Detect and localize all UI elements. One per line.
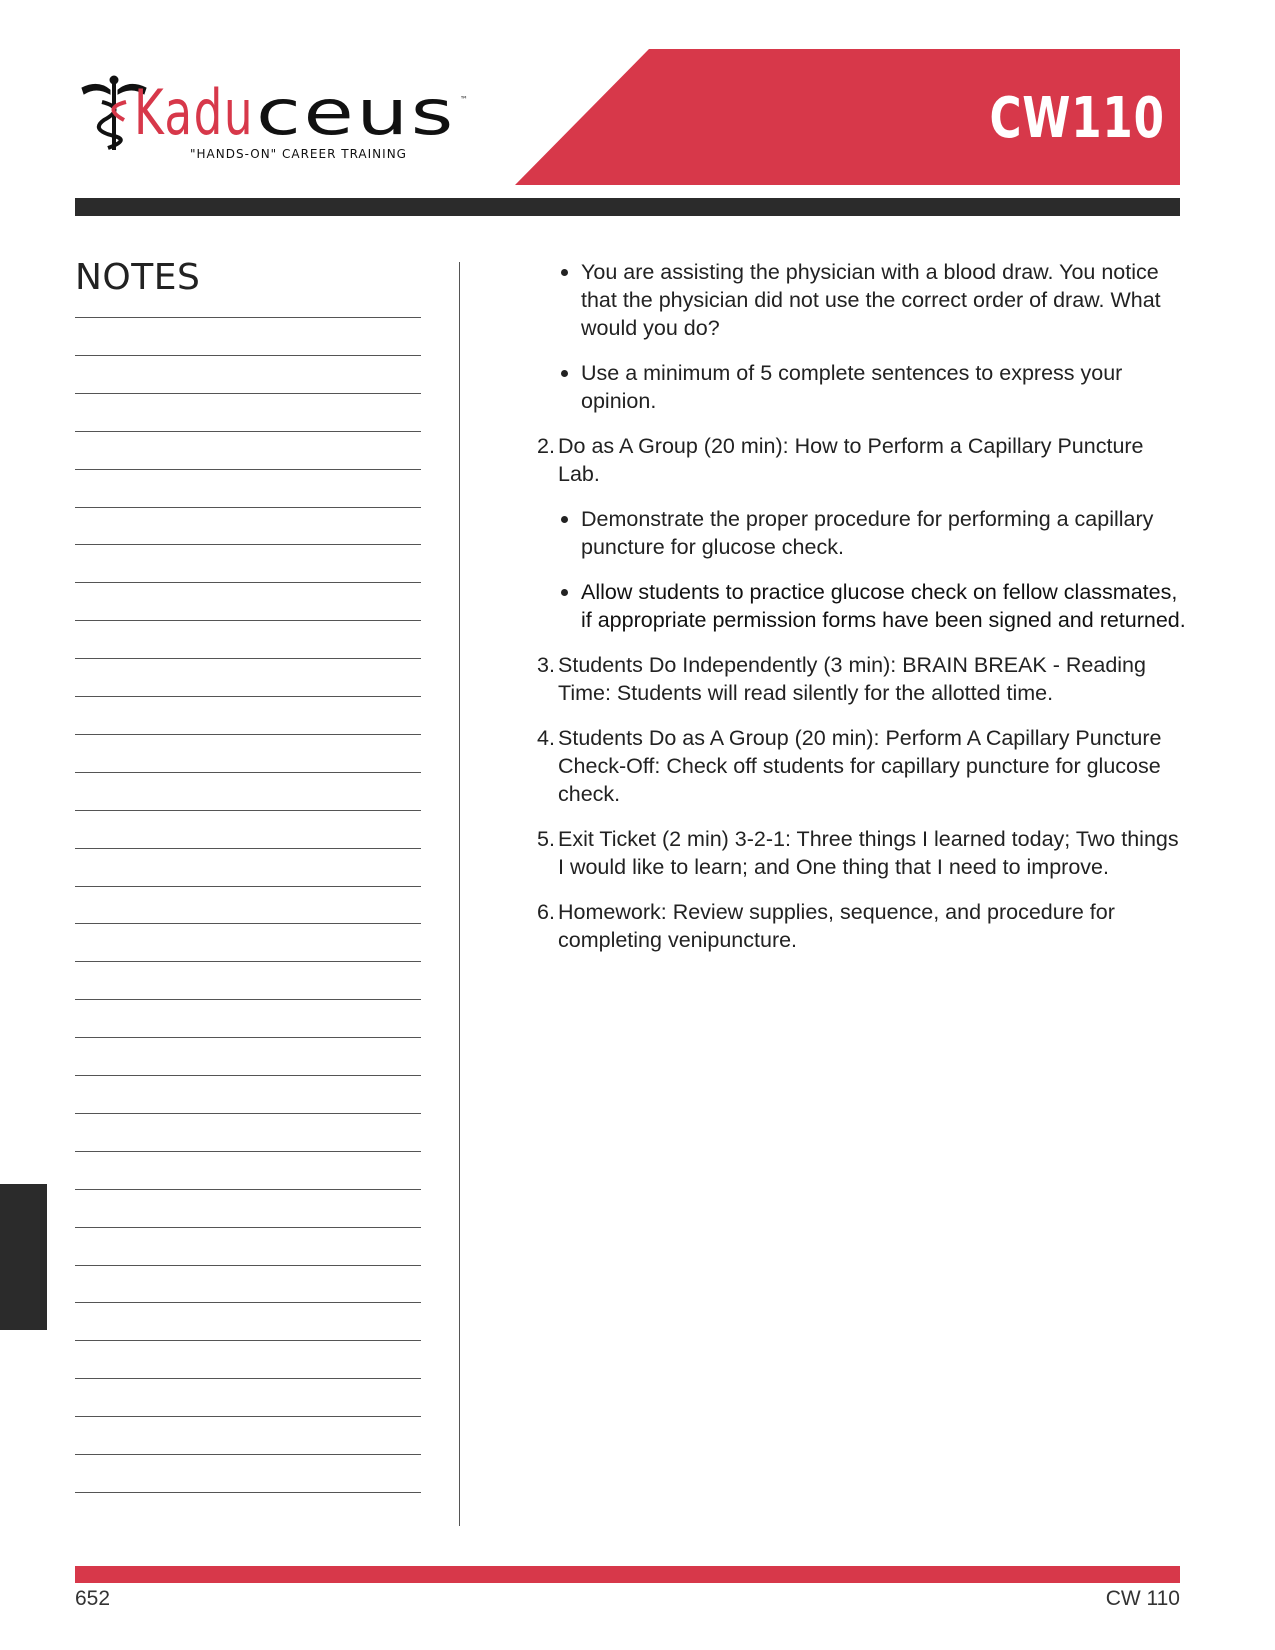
- note-line: [75, 961, 421, 962]
- note-line: [75, 658, 421, 659]
- note-line: [75, 620, 421, 621]
- side-tab: [0, 1184, 47, 1330]
- numbered-item-6: [537, 898, 1187, 954]
- note-line: [75, 393, 421, 394]
- lesson-content: [537, 258, 1187, 971]
- note-line: [75, 1302, 421, 1303]
- item-text: Students Do as A Group (20 min): Perform A Capillary Puncture Check-Off: Check off students for capillary puncture for glucose check.: [558, 726, 1162, 806]
- item-text: Homework: Review supplies, sequence, and procedure for completing venipuncture.: [558, 900, 1115, 952]
- item-number: 4.: [537, 726, 555, 750]
- kaduceus-logo: [80, 74, 490, 160]
- note-line: [75, 1454, 421, 1455]
- svg-text:ceus: ceus: [256, 76, 456, 149]
- numbered-item-4: [537, 724, 1187, 808]
- note-line: [75, 810, 421, 811]
- list-item-text: You are assisting the physician with a blood draw. You notice that the physician did not use the correct order of draw. What would you do?: [581, 260, 1161, 340]
- note-line: [75, 317, 421, 318]
- note-line: [75, 848, 421, 849]
- footer-bar: [75, 1566, 1180, 1583]
- svg-text:Kadu: Kadu: [134, 76, 254, 149]
- note-line: [75, 886, 421, 887]
- bullet-icon: [561, 370, 568, 377]
- item-text: Do as A Group (20 min): How to Perform a Capillary Puncture Lab.: [558, 434, 1144, 486]
- note-line: [75, 1151, 421, 1152]
- list-item: [537, 359, 1187, 415]
- note-line: [75, 431, 421, 432]
- list-item: [537, 258, 1187, 342]
- header-bar: [75, 198, 1180, 216]
- list-item: [537, 505, 1187, 561]
- numbered-item-3: [537, 651, 1187, 707]
- note-line: [75, 923, 421, 924]
- note-line: [75, 582, 421, 583]
- note-line: [75, 1340, 421, 1341]
- note-line: [75, 355, 421, 356]
- note-line: [75, 544, 421, 545]
- note-line: [75, 772, 421, 773]
- item-text: Students Do Independently (3 min): BRAIN BREAK - Reading Time: Students will read silently for the allotted time.: [558, 653, 1146, 705]
- note-line: [75, 1113, 421, 1114]
- note-line: [75, 1227, 421, 1228]
- note-line: [75, 1189, 421, 1190]
- page-number: 652: [75, 1587, 111, 1610]
- list-item-text: Allow students to practice glucose check on fellow classmates, if appropriate permission forms have been signed and returned.: [581, 580, 1186, 632]
- list-item: [537, 578, 1187, 634]
- note-line: [75, 734, 421, 735]
- bullet-icon: [561, 516, 568, 523]
- note-line: [75, 1378, 421, 1379]
- note-line: [75, 999, 421, 1000]
- svg-text:™: ™: [460, 95, 468, 104]
- item-number: 2.: [537, 434, 555, 458]
- note-line: [75, 696, 421, 697]
- column-divider: [459, 262, 460, 1526]
- item-number: 3.: [537, 653, 555, 677]
- note-line: [75, 1037, 421, 1038]
- note-line: [75, 1075, 421, 1076]
- note-line: [75, 469, 421, 470]
- course-code: CW110: [989, 86, 1165, 151]
- note-line: [75, 1416, 421, 1417]
- svg-text:"HANDS-ON" CAREER TRAINING: "HANDS-ON" CAREER TRAINING: [190, 147, 407, 160]
- bullet-icon: [561, 269, 568, 276]
- note-line: [75, 1492, 421, 1493]
- notes-title: NOTES: [75, 257, 201, 298]
- numbered-item-2: [537, 432, 1187, 488]
- note-line: [75, 1265, 421, 1266]
- item-number: 6.: [537, 900, 555, 924]
- bullet-icon: [561, 589, 568, 596]
- item-number: 5.: [537, 827, 555, 851]
- numbered-item-5: [537, 825, 1187, 881]
- list-item-text: Use a minimum of 5 complete sentences to express your opinion.: [581, 361, 1123, 413]
- list-item-text: Demonstrate the proper procedure for performing a capillary puncture for glucose check.: [581, 507, 1154, 559]
- footer-course-label: CW 110: [1105, 1587, 1180, 1610]
- note-line: [75, 507, 421, 508]
- item-text: Exit Ticket (2 min) 3-2-1: Three things I learned today; Two things I would like to learn; and One thing that I need to improve.: [558, 827, 1179, 879]
